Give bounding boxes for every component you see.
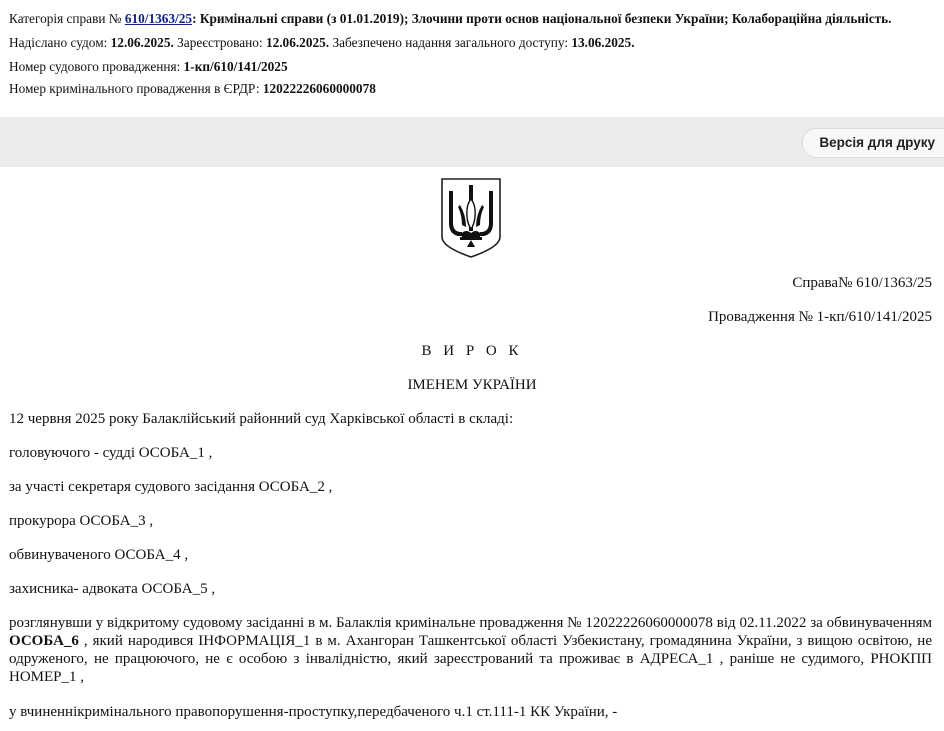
case-category-line — [9, 11, 892, 27]
print-toolbar — [0, 117, 944, 167]
print-version-button[interactable]: Версія для друку — [802, 128, 944, 158]
erdr-number: 12022226060000078 — [262, 81, 376, 96]
case-review-text-start: розглянувши у відкритому судовому засіданні в м. Балаклія кримінальне провадження № 12022226060000078 від 02.11.2022 за обвинуваченням — [9, 615, 932, 631]
proceeding-label: Номер судового провадження: — [9, 59, 181, 74]
proceeding-number: 1-кп/610/141/2025 — [183, 59, 288, 74]
accused-name: ОСОБА_6 — [9, 633, 79, 649]
defense-lawyer-paragraph: захисника- адвоката ОСОБА_5 , — [9, 581, 216, 597]
document-subtitle: ІМЕНЕМ УКРАЇНИ — [407, 377, 537, 393]
sent-date: 12.06.2025. — [110, 35, 174, 50]
prosecutor-paragraph: прокурора ОСОБА_3 , — [9, 513, 154, 529]
court-proceeding-line — [9, 59, 288, 75]
dates-line — [9, 35, 635, 51]
access-label: Забезпечено надання загального доступу: — [332, 35, 569, 50]
registered-date: 12.06.2025. — [265, 35, 330, 50]
erdr-line — [9, 81, 376, 97]
offense-paragraph: у вчиненнікримінального правопорушення-проступку,передбаченого ч.1 ст.111-1 КК України, - — [9, 704, 618, 720]
case-category-text: : Кримінальні справи (з 01.01.2019); Злочини проти основ національної безпеки України; Колабораційна діяльність. — [192, 11, 892, 26]
document-title: В И Р О К — [421, 343, 523, 359]
defendant-paragraph: обвинуваченого ОСОБА_4 , — [9, 547, 189, 563]
case-number: Справа№ 610/1363/25 — [792, 275, 932, 291]
case-review-text-end: , який народився ІНФОРМАЦІЯ_1 в м. Ахангоран Ташкентської області Узбекистану, громадянина України, з вищою освітою, не одруженого, не працюючого, не є особою з інвалідністю, який зареєстрований та проживає в АДРЕСА_1 , раніше не судимого, РНОКПП НОМЕР_1 , — [9, 633, 932, 685]
case-category-label: Категорія справи № — [9, 11, 122, 26]
secretary-paragraph: за участі секретаря судового засідання ОСОБА_2 , — [9, 479, 333, 495]
coat-of-arms-icon — [440, 177, 502, 259]
access-date: 13.06.2025. — [571, 35, 635, 50]
case-review-paragraph — [9, 614, 932, 686]
registered-label: Зареєстровано: — [177, 35, 263, 50]
sent-label: Надіслано судом: — [9, 35, 108, 50]
court-composition-paragraph: 12 червня 2025 року Балаклійський районний суд Харківської області в складі: — [9, 411, 514, 427]
case-number-link[interactable]: 610/1363/25 — [124, 11, 193, 26]
presiding-judge-paragraph: головуючого - судді ОСОБА_1 , — [9, 445, 213, 461]
proceeding-number-text: Провадження № 1-кп/610/141/2025 — [708, 309, 932, 325]
erdr-label: Номер кримінального провадження в ЄРДР: — [9, 81, 260, 96]
